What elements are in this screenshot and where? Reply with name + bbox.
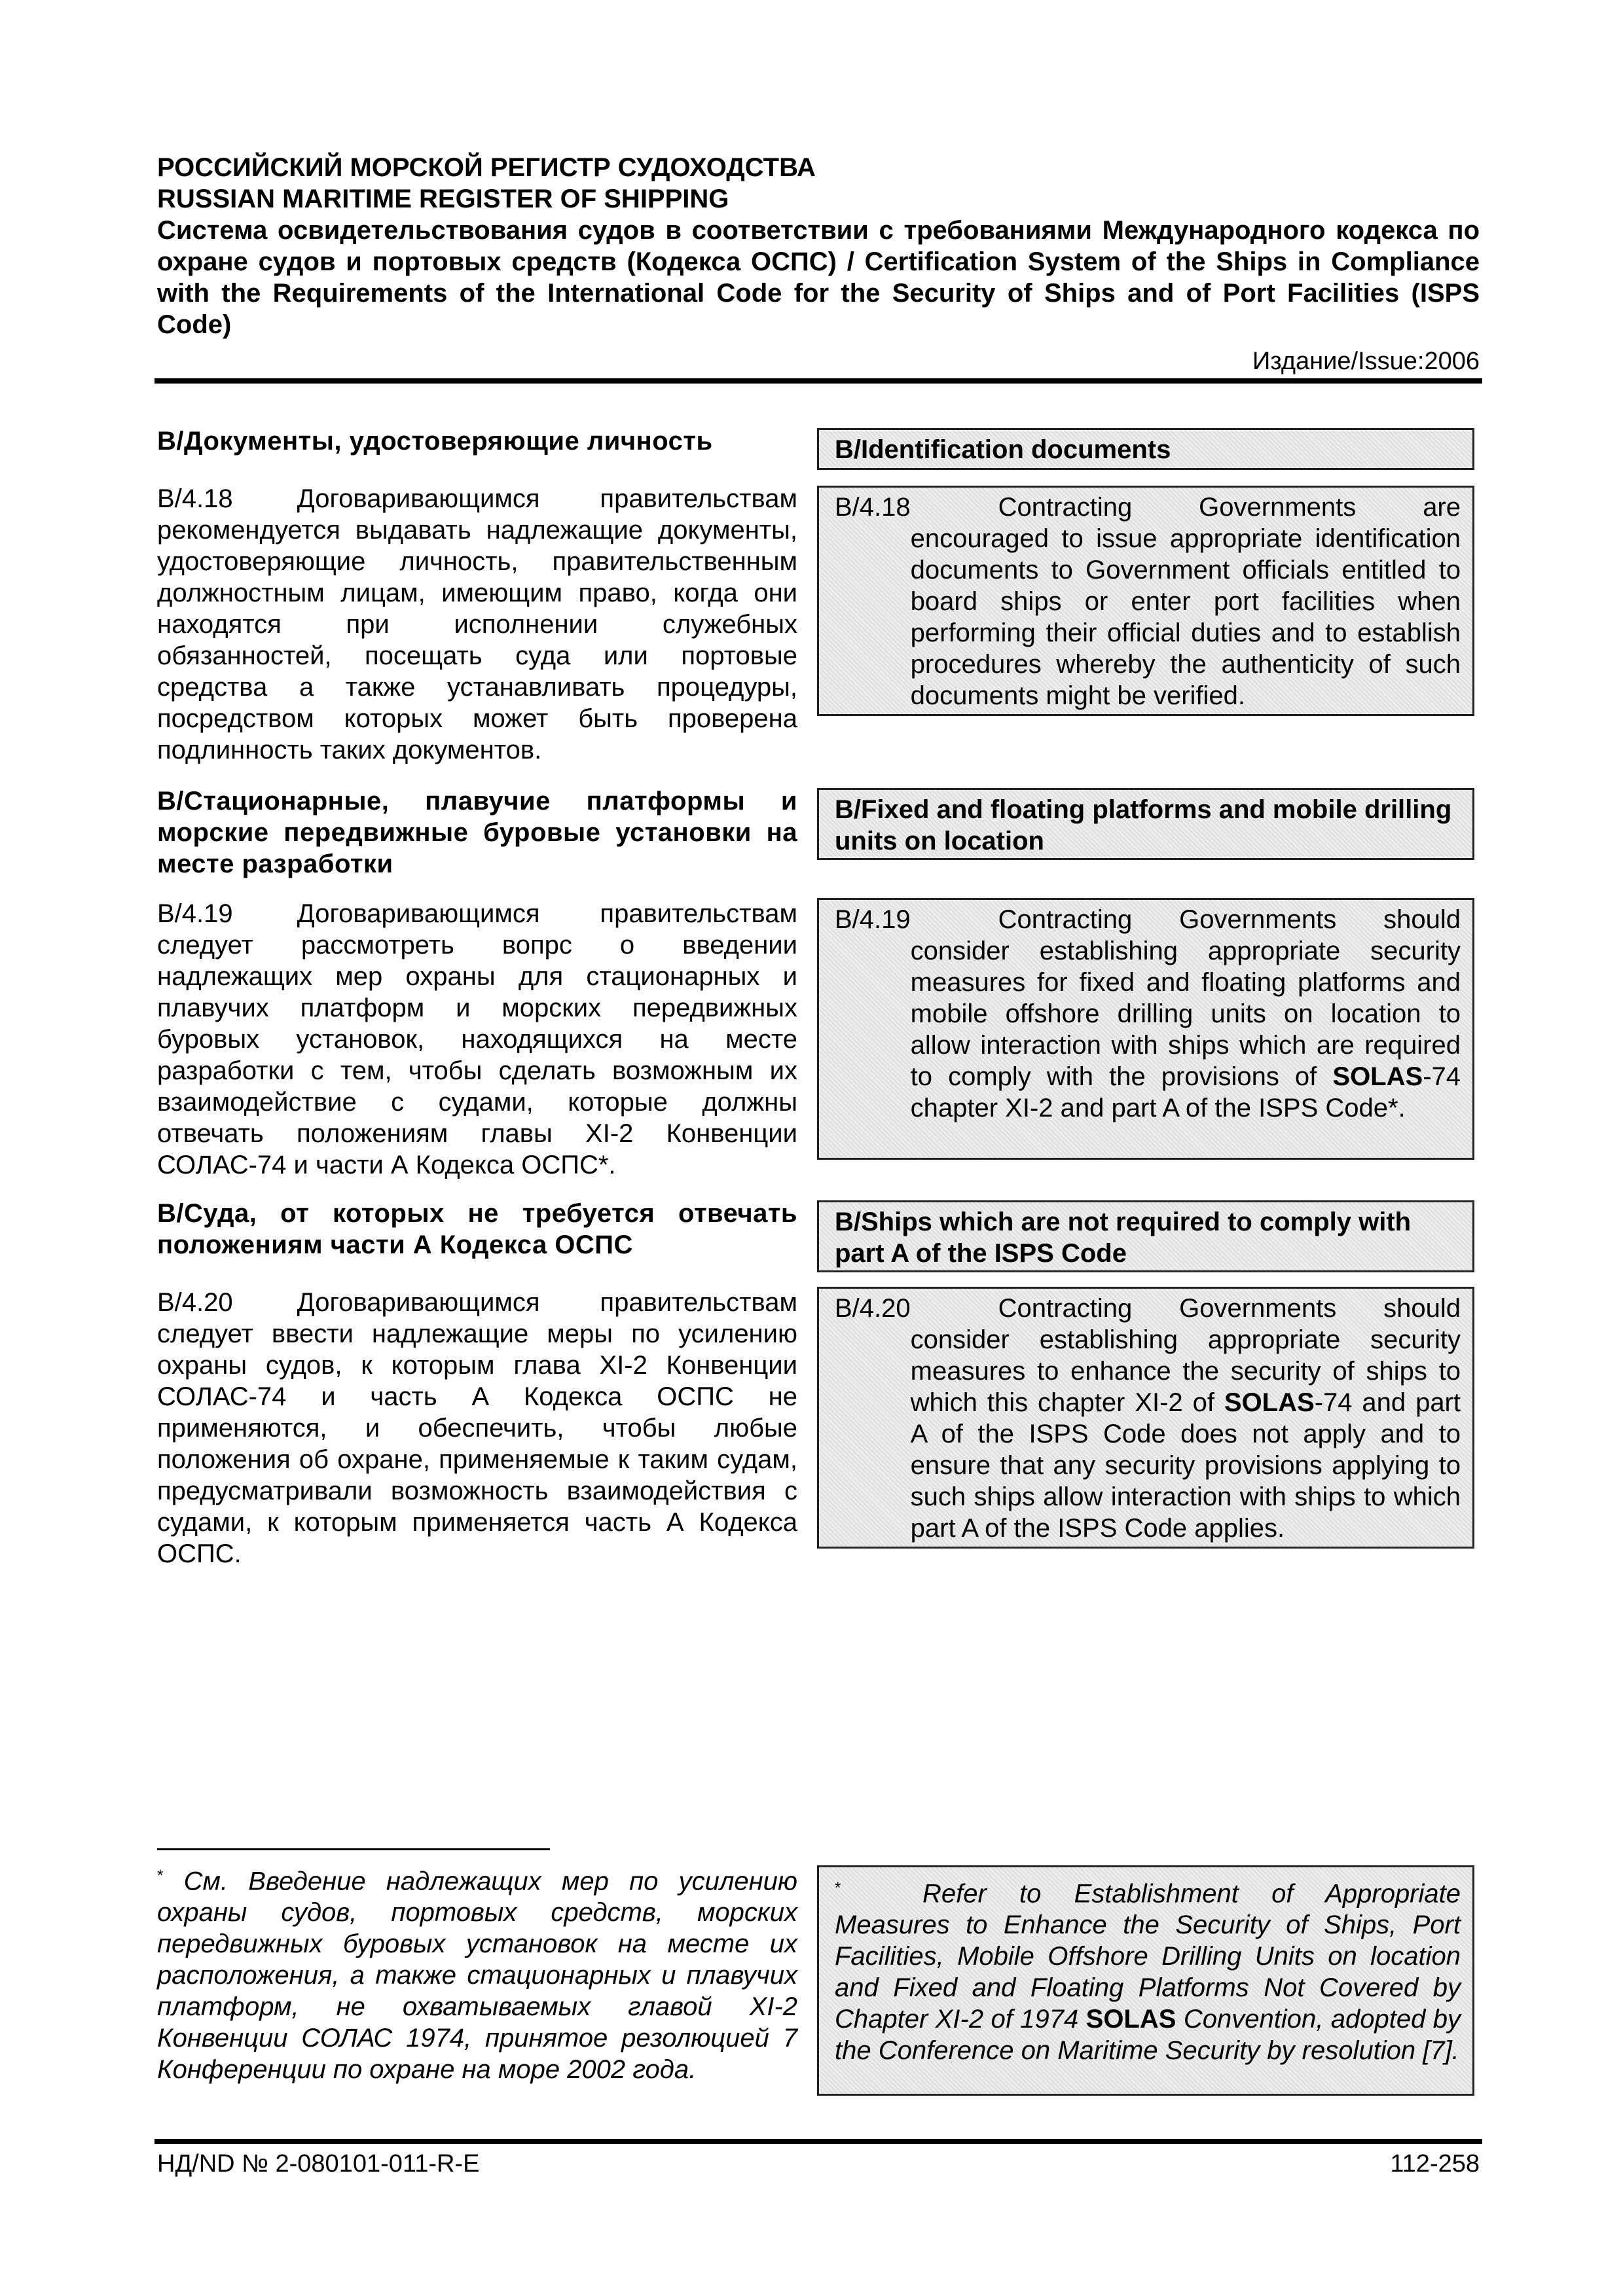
ru-paragraph-4-19: [157, 898, 797, 1181]
en-paragraph-4-20: [819, 1289, 1472, 1547]
footnote-en: * Refer to Establishment of Appropriate Measures to Enhance the Security of Ships, Port Facilities, Mobile Offshore Drilling Units on location and Fixed and Floating Platforms Not Covered by Chapter XI-2 of 1974 SOLAS Convention, adopted by the Conference on Maritime Security by resolution [7].: [819, 1867, 1472, 2070]
en-paragraph-4-19: [819, 900, 1472, 1126]
footnote-en-box: [817, 1865, 1474, 2096]
en-para-number: B/4.19: [835, 905, 911, 934]
ru-para-text: Договаривающимся правительствам следует ввести надлежащие меры по усилению охраны судов, к которым глава XI-2 Конвенции СОЛАС-74 и часть А Кодекса ОСПС не применяются, и обеспечить, чтобы любые положения об охране, применяемые к таким судам, предусматривали возможность взаимодействия с судами, к которым применяется часть А Кодекса ОСПС.: [157, 1288, 797, 1568]
footer-page-number: 112-258: [1390, 2150, 1480, 2178]
en-paragraph-box-4-19: [817, 898, 1474, 1160]
ru-para-number: В/4.18: [157, 484, 233, 513]
en-paragraph-box-4-20: [817, 1287, 1474, 1549]
header-system-title: Система освидетельствования судов в соответствии с требованиями Международного кодекса по охране судов и портовых средств (Кодекса ОСПС) / Certification System of the Ships in Compliance with the Requirements of the International Code for the Security of Ships and of Port Facilities (ISPS Code): [157, 216, 1480, 339]
en-para-number: B/4.20: [835, 1294, 911, 1323]
ru-para-number: В/4.19: [157, 899, 233, 928]
footnote-mark: *: [157, 1867, 164, 1884]
footnote-ru: [157, 1860, 797, 2085]
ru-paragraph-4-18: [157, 483, 797, 766]
header-rule: [155, 378, 1482, 384]
header-org-ru: РОССИЙСКИЙ МОРСКОЙ РЕГИСТР СУДОХОДСТВА: [157, 153, 816, 182]
ru-heading-ships-not-required: В/Суда, от которых не требуется отвечать положениям части А Кодекса ОСПС: [157, 1199, 797, 1259]
footnote-rule: [157, 1848, 550, 1850]
ru-heading-identification: В/Документы, удостоверяющие личность: [157, 427, 713, 456]
ru-heading-platforms: В/Стационарные, плавучие платформы и морские передвижные буровые установки на месте разработки: [157, 787, 797, 878]
footer-doc-number: НД/ND № 2-080101-011-R-E: [157, 2150, 480, 2178]
en-heading-identification: B/Identification documents: [835, 435, 1171, 464]
en-paragraph-4-18: [819, 488, 1472, 714]
en-heading-box-identification: [817, 428, 1474, 470]
en-para-text: Contracting Governments are encouraged to issue appropriate identification documents to Government officials entitled to board ships or enter port facilities when performing their official duties and to establish procedures whereby the authenticity of such documents might be verified.: [910, 493, 1461, 710]
en-heading-platforms: B/Fixed and floating platforms and mobile drilling units on location: [835, 795, 1452, 855]
footnote-en-mark: *: [835, 1879, 841, 1897]
ru-para-text: Договаривающимся правительствам следует рассмотреть вопрс о введении надлежащих мер охраны для стационарных и плавучих платформ и морских передвижных буровых установок, находящихся на месте разработки с тем, чтобы сделать возможным их взаимодействие с судами, которые должны отвечать положениям главы XI-2 Конвенции СОЛАС-74 и части А Кодекса ОСПС*.: [157, 899, 797, 1179]
ru-paragraph-4-20: [157, 1287, 797, 1570]
en-heading-box-platforms: [817, 788, 1474, 860]
header-org-en: RUSSIAN MARITIME REGISTER OF SHIPPING: [157, 185, 729, 213]
en-para-number: B/4.18: [835, 493, 911, 522]
ru-para-number: В/4.20: [157, 1288, 233, 1317]
en-paragraph-box-4-18: [817, 486, 1474, 716]
en-para-text: Contracting Governments should consider establishing appropriate security measures for fixed and floating platforms and mobile offshore drilling units on location to allow interaction with ships which are required to comply with the provisions of SOLAS-74 chapter XI-2 and part A of the ISPS Code*.: [910, 905, 1461, 1122]
ru-para-text: Договаривающимся правительствам рекомендуется выдавать надлежащие документы, удостоверяющие личность, правительственным должностным лицам, имеющим право, когда они находятся при исполнении служебных обязанностей, посещать суда или портовые средства а также устанавливать процедуры, посредством которых может быть проверена подлинность таких документов.: [157, 484, 797, 764]
en-heading-box-ships-not-required: [817, 1200, 1474, 1272]
footer-rule: [155, 2139, 1482, 2144]
header-edition: Издание/Issue:2006: [1252, 348, 1480, 375]
en-para-text: Contracting Governments should consider establishing appropriate security measures to enhance the security of ships to which this chapter XI-2 of SOLAS-74 and part A of the ISPS Code does not apply and to ensure that any security provisions applying to such ships allow interaction with ships to which part A of the ISPS Code applies.: [910, 1294, 1461, 1543]
en-heading-ships-not-required: B/Ships which are not required to comply with part A of the ISPS Code: [835, 1208, 1412, 1268]
footnote-ru-text: См. Введение надлежащих мер по усилению охраны судов, портовых средств, морских передвижных буровых установок на месте их расположения, а также стационарных и плавучих платформ, не охватываемых главой XI-2 Конвенции СОЛАС 1974, принятое резолюцией 7 Конференции по охране на море 2002 года.: [157, 1867, 797, 2085]
